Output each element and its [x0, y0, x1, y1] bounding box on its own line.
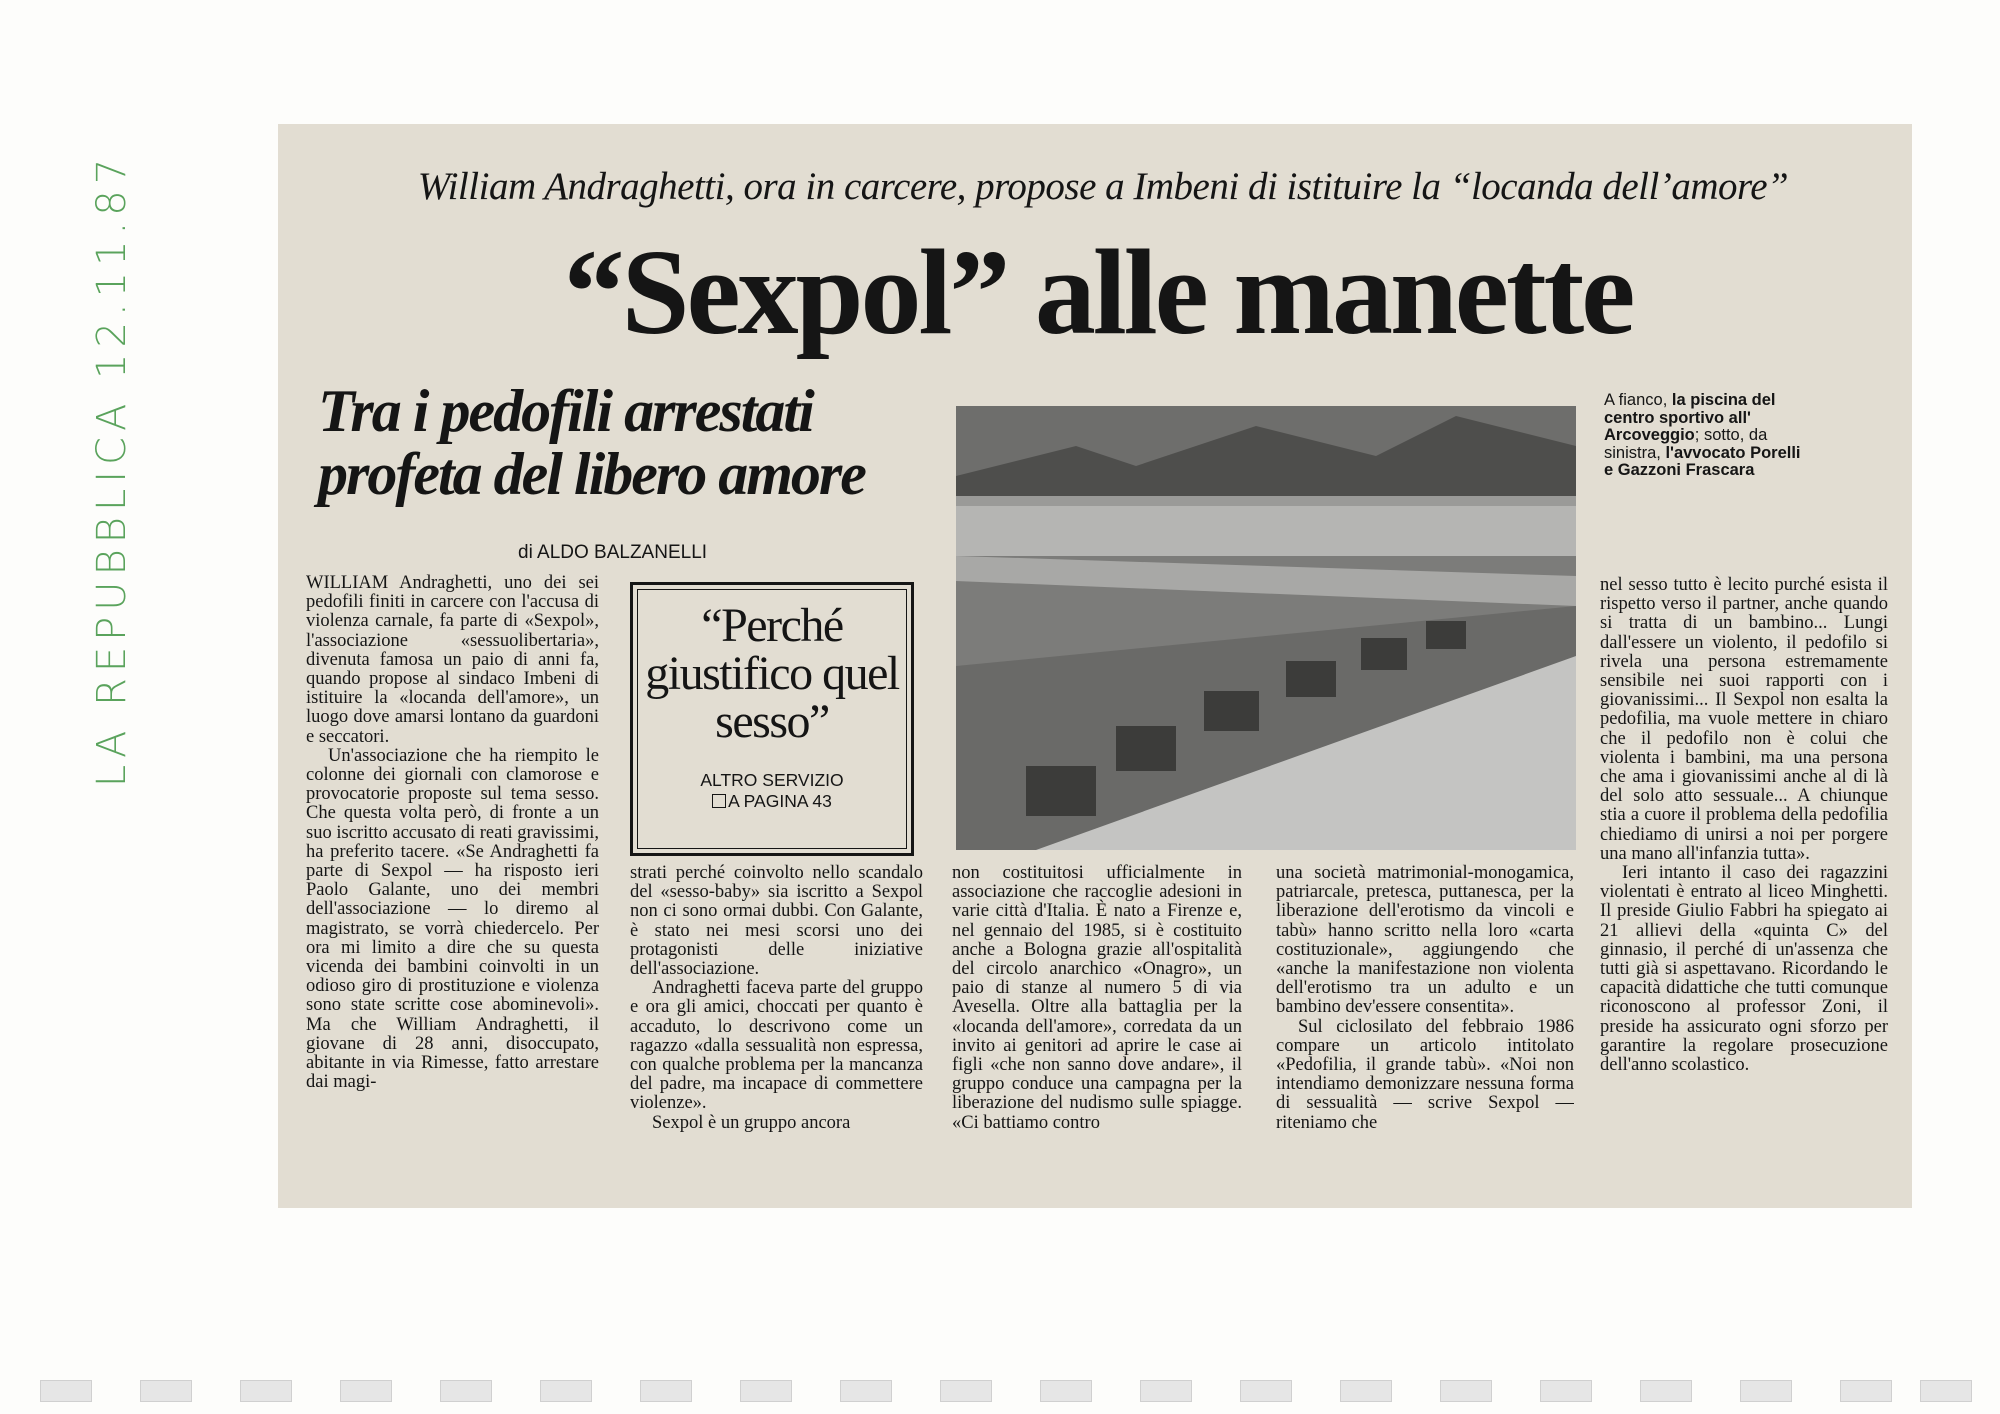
border-mark	[340, 1380, 392, 1402]
border-mark	[740, 1380, 792, 1402]
border-mark	[540, 1380, 592, 1402]
border-mark	[1540, 1380, 1592, 1402]
border-mark	[240, 1380, 292, 1402]
article-column-1: WILLIAM Andraghetti, uno dei sei pedofili finiti in carcere con l'accusa di violenza carnale, fa parte di «Sexpol», l'associazione «sessuolibertaria», divenuta famosa un paio di anni fa, quando propose al sindaco Imbeni di istituire la «locanda dell'amore», un luogo dove amarsi lontano da guardoni e seccatori. Un'associazione che ha riempito le colonne dei giornali con clamorose e provocatorie proposte sul tema sesso. Che questa volta però, di fronte a un suo iscritto accusato di reati gravissimi, ha preferito tacere. «Se Andraghetti fa parte di Sexpol — ha risposto ieri Paolo Galante, uno dei membri dell'associazione — lo diremo al magistrato, se vorrà chiedercelo. Per ora mi limito a dire che su questa vicenda dei bambini coinvolti in un odioso giro di prostituzione e violenza sono state scritte cose abominevoli». Ma che William Andraghetti, il giovane di 28 anni, disoccupato, abitante in via Rimesse, fatto arrestare dai magi-	[306, 574, 599, 1093]
border-mark	[840, 1380, 892, 1402]
border-mark	[40, 1380, 92, 1402]
border-mark	[440, 1380, 492, 1402]
article-column-4: una società matrimonial-monogamica, patriarcale, pretesca, puttanesca, per la liberazione dell'erotismo da vincoli e tabù» hanno scritto nella loro «carta costituzionale», aggiungendo che «anche la manifestazione non violenta dell'erotismo tra un adulto e un bambino dev'essere consentita». Sul ciclosilato del febbraio 1986 compare un articolo intitolato «Pedofilia, il grande tabù». «Noi non intendiamo demonizzare nessuna forma di sessualità — scrive Sexpol — riteniamo che	[1276, 864, 1574, 1133]
byline: di ALDO BALZANELLI	[518, 542, 708, 563]
border-mark	[140, 1380, 192, 1402]
box-quote: “Perché giustifico quel sesso”	[645, 599, 899, 748]
border-mark	[1040, 1380, 1092, 1402]
pool-photo	[956, 406, 1576, 850]
scan-border-marks	[40, 1380, 1970, 1402]
newspaper-clipping	[278, 124, 1912, 1208]
checkbox-square-icon	[712, 794, 726, 808]
border-mark	[1440, 1380, 1492, 1402]
subheadline: Tra i pedofili arrestati profeta del libero amore	[318, 378, 865, 507]
border-mark	[1740, 1380, 1792, 1402]
quote-box	[630, 582, 914, 856]
border-mark	[640, 1380, 692, 1402]
photo-caption: A fianco, la piscina del centro sportivo all' Arcoveggio; sotto, da sinistra, l'avvocato Porelli e Gazzoni Frascara	[1604, 391, 1801, 479]
handwritten-margin-note: LA REPUBBLICA 12.11.87	[89, 152, 135, 788]
border-mark	[1340, 1380, 1392, 1402]
headline: “Sexpol” alle manette	[563, 225, 1633, 360]
border-mark	[1240, 1380, 1292, 1402]
article-column-5: nel sesso tutto è lecito purché esista il rispetto verso il partner, anche quando si tratta di un bambino... Lungi dall'essere un violento, il pedofilo si rivela una persona estremamente sensibile nei suoi rapporti con i giovanissimi... Il Sexpol non esalta la pedofilia, ma vuole mettere in chiaro che il pedofilo non è colui che violenta i bambini, ma una persona che ama i giovanissimi anche al di là del solo atto sessuale... A chiunque stia a cuore il problema della pedofilia chiediamo di unirsi a noi per porgere una mano all'infanzia tutta». Ieri intanto il caso dei ragazzini violentati è entrato al liceo Minghetti. Il preside Giulio Fabbri ha spiegato ai 21 allievi della «quinta C» del ginnasio, il perché di un'assenza che tutti già si aspettavano. Ricordando le capacità didattiche che tutti comunque riconoscono al professor Zoni, il preside ha assicurato ogni sforzo per garantire la regolare prosecuzione dell'anno scolastico.	[1600, 576, 1888, 1076]
article-column-2: strati perché coinvolto nello scandalo del «sesso-baby» sia iscritto a Sexpol non ci sono ormai dubbi. Con Galante, è stato nei mesi scorsi uno dei protagonisti delle iniziative dell'associazione. Andraghetti faceva parte del gruppo e ora gli amici, choccati per quanto è accaduto, lo descrivono come un ragazzo «dalla sessualità non espressa, con qualche problema per la mancanza del padre, ma incapace di commettere violenze». Sexpol è un gruppo ancora	[630, 864, 923, 1133]
border-mark	[1640, 1380, 1692, 1402]
border-mark	[1920, 1380, 1972, 1402]
kicker: William Andraghetti, ora in carcere, propose a Imbeni di istituire la “locanda dell’amore”	[417, 165, 1789, 208]
border-mark	[940, 1380, 992, 1402]
border-mark	[1840, 1380, 1892, 1402]
cross-reference: ALTRO SERVIZIO A PAGINA 43	[700, 770, 844, 811]
border-mark	[1140, 1380, 1192, 1402]
article-column-3: non costituitosi ufficialmente in associazione che raccoglie adesioni in varie città d'Italia. È nato a Firenze e, nel gennaio del 1985, si è costituito anche a Bologna grazie all'ospitalità del circolo anarchico «Onagro», un paio di stanze al numero 5 di via Avesella. Oltre alla battaglia per la «locanda dell'amore», corredata da un invito ai genitori ad aprire le case ai figli «che non sanno dove andare», il gruppo conduce una campagna per la liberazione del nudismo sulle spiagge. «Ci battiamo contro	[952, 864, 1242, 1133]
